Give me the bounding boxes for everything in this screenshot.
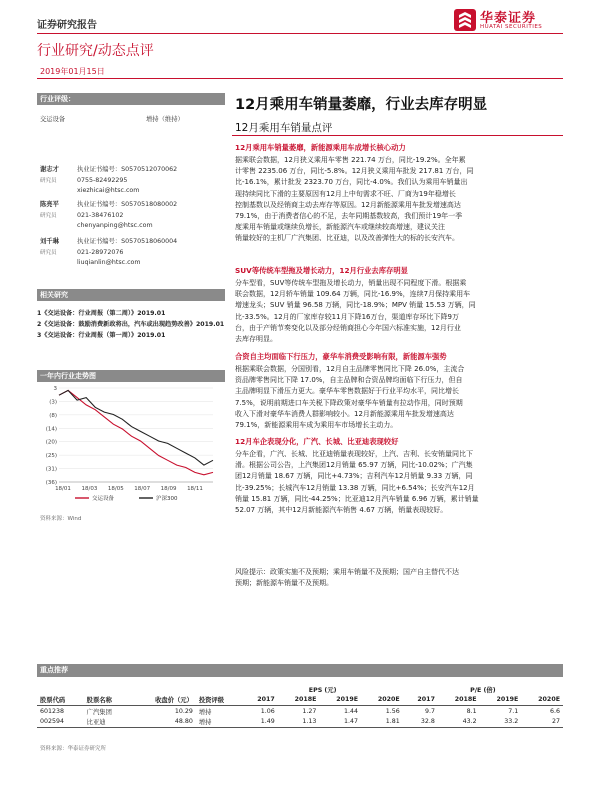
table-cell: 1.44 <box>344 707 359 715</box>
analyst-name: 刘千琳 <box>40 238 59 245</box>
column-header: 2020E <box>521 695 563 706</box>
analyst-role: 研究员 <box>40 250 57 256</box>
section-heading: 12月车企表现分化，广汽、长城、比亚迪表现较好 <box>235 437 399 446</box>
section-body <box>235 449 565 516</box>
table-cell: 增持 <box>198 708 212 716</box>
paragraph-line: 根据乘联会数据，分国别看，12月自主品牌零售同比下降 26.0%，主流合 <box>235 365 465 373</box>
paragraph-line: 滑。根据公司公告，上汽集团12月销量 65.97 万辆，同比-10.02%；广汽集 <box>235 461 473 470</box>
section-body <box>235 278 565 345</box>
column-header: 2018E <box>278 695 320 706</box>
section-body <box>235 155 565 245</box>
section-heading: SUV等传统车型拖及增长动力，12月行业去库存明显 <box>235 266 408 275</box>
analyst-cert: 执业证书编号：S0570518080002 <box>77 201 178 208</box>
analyst-email[interactable]: chenyanping@htsc.com <box>77 222 153 229</box>
eps-group-header: EPS (元) <box>308 686 337 694</box>
rating-industry: 交运设备 <box>40 116 66 123</box>
chart-source: 资料来源：Wind <box>40 516 82 522</box>
paragraph-line: 收入下滑对豪华车消费人群影响较小。12月新能源乘用车批发增速高达 <box>235 409 454 418</box>
column-header: 2019E <box>480 695 522 706</box>
table-cell: 增持 <box>196 716 243 727</box>
paragraph-line: 预期；新能源车销量不及预期。 <box>235 579 333 588</box>
paragraph-line: 度乘用车销量或继续负增长，新能源汽车或继续较高增速，建议关注 <box>235 223 445 232</box>
report-category: 行业研究/动态点评 <box>37 43 154 59</box>
paragraph-line: 79.1%，由于消费者信心的不足，去年同期基数较高，我们预计19年一季 <box>235 212 463 221</box>
paragraph-line: 分车企看，广汽、长城、比亚迪销量表现较好，上汽、吉利、长安销量同比下 <box>235 450 473 458</box>
paragraph-line: 去库存明显。 <box>235 335 277 344</box>
paragraph-line: 计零售 2235.06 万台，同比-5.8%。12月狭义乘用车批发 217.81 万台，同 <box>235 167 474 176</box>
table-cell: 9.7 <box>424 707 435 715</box>
recommend-table <box>37 684 563 728</box>
table-cell: 43.2 <box>438 716 480 727</box>
table-row <box>37 706 563 717</box>
column-header: 2017 <box>403 695 438 706</box>
risk-warning <box>235 567 565 589</box>
table-cell: 1.27 <box>302 707 317 715</box>
report-title: 12月乘用车销量萎靡，行业去库存明显 <box>235 97 488 113</box>
table-cell: 比亚迪 <box>84 716 131 727</box>
section-body <box>235 364 565 431</box>
title-divider <box>232 135 563 136</box>
huatai-logo-icon <box>454 9 476 31</box>
date-divider <box>37 78 563 79</box>
x-tick-label: 18/11 <box>187 486 203 492</box>
huatai-logo <box>454 7 564 33</box>
paragraph-line: 增速龙头；SUV 销量 96.58 万辆，同比-18.9%；MPV 销量 15.53 万辆，同 <box>235 301 476 310</box>
analyst-info <box>77 237 177 269</box>
analyst-name: 谢志才 <box>40 166 59 173</box>
column-header: 2019E <box>319 695 361 706</box>
related-item[interactable]: 1《交运设备：行业周报（第二周）》2019.01 <box>37 310 166 317</box>
rating-value: 增持（维持） <box>146 116 184 123</box>
section-heading: 12月乘用车销量萎靡，新能源乘用车成增长核心动力 <box>235 143 406 152</box>
table-cell: 1.13 <box>278 716 320 727</box>
column-header: 股票名称 <box>84 695 131 706</box>
table-cell: 8.1 <box>466 707 477 715</box>
y-tick-label: 3 <box>53 386 57 392</box>
paragraph-line: 联会数据，12月轿车销量 109.64 万辆，同比-16.9%，连续7月保持乘用车 <box>235 290 471 299</box>
y-tick-label: (14) <box>45 426 57 433</box>
trend-section-header: 一年内行业走势图 <box>37 370 225 382</box>
column-header: 投资评级 <box>196 695 243 706</box>
logo-text-cn: 华泰证券 <box>480 11 537 26</box>
x-tick-label: 18/09 <box>160 486 177 492</box>
table-cell: 32.8 <box>403 716 438 727</box>
y-tick-label: (20) <box>45 439 57 446</box>
paragraph-line: 团12月销量 18.67 万辆，同比+4.73%；吉利汽车12月销量 9.33 万辆，同 <box>235 472 473 481</box>
header-divider <box>37 33 563 34</box>
paragraph-line: 销量 15.81 万辆，同比-44.25%；比亚迪12月汽车销量 6.96 万辆，累计销量 <box>235 494 479 503</box>
analyst-phone: 021-28972076 <box>77 248 124 256</box>
legend-label: 交运设备 <box>92 496 115 502</box>
analyst-card <box>40 165 225 199</box>
industry-trend-chart <box>37 382 227 504</box>
paragraph-line: 比-16.1%，累计批发 2323.70 万台，同比-4.0%。我们认为乘用车销量出 <box>235 178 468 187</box>
column-header: 2017 <box>243 695 278 706</box>
analyst-info <box>77 165 177 197</box>
paragraph-line: 控制基数以及经销商主动去库存等原因。12月新能源乘用车批发增速高达 <box>235 200 461 209</box>
column-header: 收盘价（元） <box>130 695 196 706</box>
paragraph-line: 79.1%，新能源乘用车成为乘用车市场增长主动力。 <box>235 421 398 430</box>
analyst-info <box>77 200 177 232</box>
logo-text-en: HUATAI SECURITIES <box>480 24 543 30</box>
table-cell: 002594 <box>37 716 84 727</box>
analyst-role: 研究员 <box>40 213 57 219</box>
table-cell: 48.80 <box>130 716 196 727</box>
paragraph-line: 比-33.5%。12月的厂家库存较11月下降16万台，渠道库存环比下降9万 <box>235 312 459 321</box>
paragraph-line: 资品牌零售同比下降 17.0%，自主品牌和合资品牌均面临下行压力，但自 <box>235 376 463 385</box>
recommend-section-header: 重点推荐 <box>37 664 563 677</box>
analyst-cert: 执业证书编号：S0570518060004 <box>77 238 178 245</box>
table-row <box>37 716 563 727</box>
table-cell: 1.56 <box>385 707 400 715</box>
table-cell: 27 <box>521 716 563 727</box>
x-tick-label: 18/07 <box>134 486 151 492</box>
paragraph-line: 分车型看，SUV等传统车型拖及增长动力，销量出现不同程度下滑。根据乘 <box>235 279 467 287</box>
y-tick-label: (8) <box>49 412 57 419</box>
analyst-email[interactable]: liuqianlin@htsc.com <box>77 259 141 266</box>
analyst-card <box>40 200 225 234</box>
analyst-phone: 021-38476102 <box>77 211 124 219</box>
table-cell: 6.6 <box>549 707 560 715</box>
table-cell: 10.29 <box>174 707 193 715</box>
paragraph-line: 现持续同比下滑的主要原因有12月上中旬需求不旺、厂商为19年稳增长 <box>235 189 456 198</box>
table-cell: 1.06 <box>260 707 275 715</box>
report-type-label: 证券研究报告 <box>37 20 97 31</box>
related-item[interactable]: 2《交运设备：鼓励消费新政将出，汽车或出现趋势改善》2019.01 <box>37 321 225 328</box>
table-cell: 广汽集团 <box>86 708 112 716</box>
table-group-header-row <box>37 684 563 695</box>
analyst-role: 研究员 <box>40 178 57 184</box>
paragraph-line: 主品牌明显下滑压力更大。豪华车零售数据好于行业平均水平，同比增长 <box>235 387 459 396</box>
y-tick-label: (36) <box>45 480 57 486</box>
y-tick-label: (3) <box>49 399 57 406</box>
x-tick-label: 18/03 <box>81 486 98 492</box>
related-list <box>37 308 225 341</box>
column-header: 股票代码 <box>37 695 84 706</box>
rating-row <box>40 114 220 123</box>
table-cell: 33.2 <box>480 716 522 727</box>
paragraph-line: 比-39.25%；长城汽车12月销量 13.38 万辆，同比+6.54%；长安汽车12月 <box>235 483 475 492</box>
table-source: 资料来源：华泰证券研究所 <box>40 746 107 752</box>
table-cell: 7.1 <box>508 707 519 715</box>
analyst-cert: 执业证书编号：S0570512070062 <box>77 166 178 173</box>
rating-section-header: 行业评级： <box>37 93 225 105</box>
table-cell: 1.81 <box>361 716 403 727</box>
paragraph-line: 台，由于产销节奏变化以及部分经销商担心今年国六标准实施，12月行业 <box>235 323 461 332</box>
pe-group-header: P/E (倍) <box>470 686 496 694</box>
paragraph-line: 据乘联会数据，12月狭义乘用车零售 221.74 万台，同比-19.2%。全年累 <box>235 156 466 164</box>
paragraph-line: 销量较好的主机厂广汽集团、比亚迪，以及改善弹性大的标的长安汽车。 <box>235 234 459 243</box>
section-heading: 合资自主均面临下行压力，豪华车消费受影响有限，新能源车强势 <box>235 352 447 361</box>
paragraph-line: 风险提示：政策实施不及预期；乘用车销量不及预期；国产自主替代不达 <box>235 568 459 576</box>
column-header: 2020E <box>361 695 403 706</box>
trend-chart-svg <box>37 382 227 504</box>
analyst-email[interactable]: xiezhicai@htsc.com <box>77 187 140 194</box>
analyst-card <box>40 237 225 271</box>
paragraph-line: 7.5%，说明前期进口车关税下降政策对豪华车销量有拉动作用，同时预期 <box>235 398 463 407</box>
analyst-name: 陈亮平 <box>40 201 59 208</box>
analyst-phone: 0755-82492295 <box>77 176 128 184</box>
table-cell: 601238 <box>40 707 65 715</box>
y-tick-label: (25) <box>45 453 57 460</box>
x-tick-label: 18/05 <box>107 486 124 492</box>
column-header: 2018E <box>438 695 480 706</box>
y-tick-label: (31) <box>45 466 57 473</box>
table-header-row <box>37 695 563 706</box>
related-item[interactable]: 3《交运设备：行业周报（第一周）》2019.01 <box>37 332 166 339</box>
table-cell: 1.47 <box>319 716 361 727</box>
report-date: 2019年01月15日 <box>40 67 105 76</box>
legend-label: 沪深300 <box>156 496 178 502</box>
report-subtitle: 12月乘用车销量点评 <box>235 122 333 134</box>
paragraph-line: 52.07 万辆，其中12月新能源汽车销售 4.67 万辆，销量表现较好。 <box>235 506 448 515</box>
x-tick-label: 18/01 <box>55 486 71 492</box>
table-cell: 1.49 <box>243 716 278 727</box>
series-line <box>59 390 213 474</box>
related-section-header: 相关研究 <box>37 289 225 301</box>
